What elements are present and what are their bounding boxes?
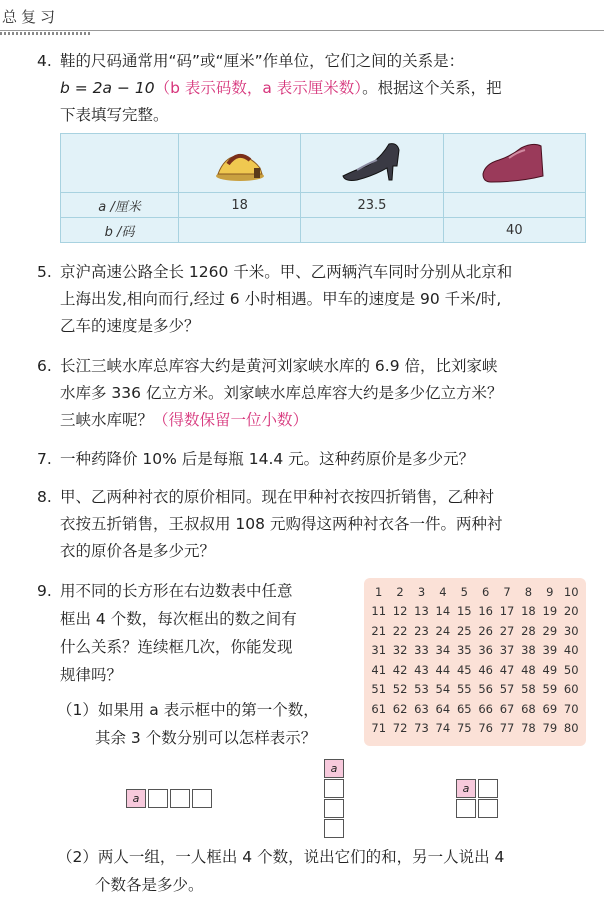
- grid-cell[interactable]: 70: [563, 701, 579, 716]
- row-a-cell-1[interactable]: 18: [179, 193, 301, 218]
- grid-cell[interactable]: 69: [542, 701, 558, 716]
- number-grid-table: [368, 582, 582, 738]
- shoe-size-table: [60, 133, 586, 243]
- q5-line1: 京沪高速公路全长 1260 千米。甲、乙两辆汽车同时分别从北京和: [60, 263, 513, 281]
- grid-cell[interactable]: 28: [521, 623, 536, 638]
- grid-cell[interactable]: 10: [563, 584, 579, 599]
- grid-cell[interactable]: 47: [499, 662, 515, 677]
- grid-cell[interactable]: 16: [478, 604, 493, 619]
- grid-cell[interactable]: 3: [417, 584, 426, 599]
- grid-row: [368, 699, 582, 719]
- header-dots: [0, 32, 90, 35]
- frame-h-cell-a: a: [126, 789, 146, 808]
- q6-note: （得数保留一位小数）: [153, 411, 309, 429]
- grid-cell[interactable]: 60: [563, 682, 579, 697]
- grid-cell[interactable]: 62: [392, 701, 408, 716]
- q7-line1: 一种药降价 10% 后是每瓶 14.4 元。这种药原价是多少元？: [60, 450, 475, 468]
- grid-cell[interactable]: 11: [371, 604, 387, 619]
- grid-cell[interactable]: 42: [392, 662, 408, 677]
- row-b-cell-3[interactable]: 40: [443, 218, 585, 243]
- mens-shoe-icon: [479, 136, 549, 186]
- q4-line2-tail: 。根据这个关系，把: [362, 79, 502, 97]
- page-title: 总复习: [2, 8, 60, 26]
- grid-row: [368, 602, 582, 622]
- grid-cell[interactable]: 75: [456, 721, 472, 736]
- frame-v-cell: [324, 779, 344, 798]
- header-divider: [0, 30, 604, 31]
- grid-cell[interactable]: 25: [456, 623, 472, 638]
- grid-cell[interactable]: 18: [521, 604, 536, 619]
- q9-sub1-line1: （1）如果用 a 表示框中的第一个数，: [57, 701, 319, 719]
- grid-cell[interactable]: 19: [542, 604, 558, 619]
- grid-cell[interactable]: 57: [499, 682, 515, 697]
- grid-cell[interactable]: 2: [396, 584, 404, 599]
- q9-sub2-line1: （2）两人一组，一人框出 4 个数，说出它们的和，另一人说出 4: [57, 848, 505, 866]
- row-a-label: a /厘米: [61, 193, 179, 218]
- grid-cell[interactable]: 12: [392, 604, 408, 619]
- frame-s-cell: [478, 779, 498, 798]
- shoe-image-row: [61, 134, 586, 193]
- grid-cell[interactable]: 17: [499, 604, 515, 619]
- shoe-cell-2: [301, 134, 443, 193]
- q9-line2: 框出 4 个数，每次框出的数之间有: [60, 610, 297, 628]
- grid-cell[interactable]: 67: [499, 701, 515, 716]
- grid-cell[interactable]: 8: [524, 584, 533, 599]
- frame-s-cell-a: a: [456, 779, 476, 798]
- frame-h-cell: [170, 789, 190, 808]
- shoe-cell-1: [179, 134, 301, 193]
- grid-cell[interactable]: 30: [563, 623, 579, 638]
- grid-cell[interactable]: 77: [499, 721, 515, 736]
- page-header: [0, 0, 604, 36]
- q8-line3: 衣的原价各是多少元？: [60, 542, 216, 560]
- grid-cell[interactable]: 7: [503, 584, 511, 599]
- row-b: [61, 218, 586, 243]
- q5-number: 5.: [37, 263, 52, 281]
- grid-cell[interactable]: 38: [521, 643, 536, 658]
- q9-line4: 规律吗？: [60, 666, 123, 684]
- q4-note: （b 表示码数，a 表示厘米数）: [154, 79, 363, 97]
- grid-cell[interactable]: 6: [481, 584, 490, 599]
- grid-row: [368, 582, 582, 602]
- grid-cell[interactable]: 46: [478, 662, 493, 677]
- grid-cell[interactable]: 72: [392, 721, 408, 736]
- grid-cell[interactable]: 27: [499, 623, 515, 638]
- q5-line3: 乙车的速度是多少？: [60, 317, 200, 335]
- q4-formula: b = 2a − 10: [60, 79, 155, 97]
- q9-line3: 什么关系？连续框几次，你能发现: [60, 638, 293, 656]
- grid-cell[interactable]: 31: [371, 643, 387, 658]
- grid-cell[interactable]: 56: [478, 682, 493, 697]
- q6-line1: 长江三峡水库总库容大约是黄河刘家峡水库的 6.9 倍，比刘家峡: [60, 357, 498, 375]
- grid-cell[interactable]: 5: [460, 584, 468, 599]
- q8-line2: 衣按五折销售，王叔叔用 108 元购得这两种衬衣各一件。两种衬: [60, 515, 503, 533]
- grid-cell[interactable]: 52: [392, 682, 408, 697]
- sandal-icon: [210, 138, 270, 184]
- grid-cell[interactable]: 49: [542, 662, 558, 677]
- grid-cell[interactable]: 37: [499, 643, 515, 658]
- frame-s-cell: [478, 799, 498, 818]
- grid-cell[interactable]: 23: [414, 623, 429, 638]
- q7-number: 7.: [37, 450, 52, 468]
- grid-cell[interactable]: 48: [521, 662, 536, 677]
- q8-number: 8.: [37, 488, 52, 506]
- grid-cell[interactable]: 61: [371, 701, 387, 716]
- grid-cell[interactable]: 76: [478, 721, 493, 736]
- row-b-cell-2[interactable]: [301, 218, 443, 243]
- q6-line3: [60, 407, 308, 434]
- grid-cell[interactable]: 26: [478, 623, 493, 638]
- q6-number: 6.: [37, 357, 52, 375]
- q4-line3: 下表填写完整。: [60, 106, 169, 124]
- number-grid: [364, 578, 586, 746]
- grid-cell[interactable]: 40: [563, 643, 579, 658]
- grid-cell[interactable]: 1: [375, 584, 383, 599]
- frame-s-cell: [456, 799, 476, 818]
- grid-cell[interactable]: 39: [542, 643, 558, 658]
- grid-cell[interactable]: 9: [546, 584, 554, 599]
- grid-cell[interactable]: 80: [563, 721, 579, 736]
- grid-cell[interactable]: 22: [392, 623, 408, 638]
- grid-cell[interactable]: 55: [456, 682, 472, 697]
- grid-cell[interactable]: 43: [414, 662, 429, 677]
- grid-cell[interactable]: 41: [371, 662, 387, 677]
- row-a-cell-2[interactable]: 23.5: [301, 193, 443, 218]
- grid-cell[interactable]: 54: [435, 682, 451, 697]
- row-b-label: b /码: [61, 218, 179, 243]
- row-a-cell-3[interactable]: [443, 193, 585, 218]
- grid-cell[interactable]: 50: [563, 662, 579, 677]
- grid-cell[interactable]: 13: [414, 604, 429, 619]
- grid-cell[interactable]: 15: [456, 604, 472, 619]
- grid-cell[interactable]: 59: [542, 682, 558, 697]
- grid-cell[interactable]: 35: [456, 643, 472, 658]
- q9-sub2-line2: 个数各是多少。: [95, 876, 204, 894]
- q8-line1: 甲、乙两种衬衣的原价相同。现在甲种衬衣按四折销售，乙种衬: [60, 488, 495, 506]
- grid-cell[interactable]: 68: [521, 701, 536, 716]
- frame-v-cell: [324, 819, 344, 838]
- q4-line2: [60, 75, 502, 102]
- grid-cell[interactable]: 24: [435, 623, 451, 638]
- q6-line2: 水库多 336 亿立方米。刘家峡水库总库容大约是多少亿立方米？: [60, 384, 503, 402]
- row-b-cell-1[interactable]: [179, 218, 301, 243]
- grid-cell[interactable]: 33: [414, 643, 429, 658]
- grid-row: [368, 621, 582, 641]
- grid-row: [368, 641, 582, 661]
- frame-h-cell: [148, 789, 168, 808]
- grid-cell[interactable]: 14: [435, 604, 451, 619]
- grid-cell[interactable]: 65: [456, 701, 472, 716]
- grid-cell[interactable]: 58: [521, 682, 536, 697]
- grid-row: [368, 660, 582, 680]
- table-corner-cell: [61, 134, 179, 193]
- grid-cell[interactable]: 73: [414, 721, 429, 736]
- grid-cell[interactable]: 45: [456, 662, 472, 677]
- frame-v-cell-a: a: [324, 759, 344, 778]
- grid-cell[interactable]: 79: [542, 721, 558, 736]
- grid-cell[interactable]: 21: [371, 623, 387, 638]
- grid-cell[interactable]: 63: [414, 701, 429, 716]
- grid-cell[interactable]: 44: [435, 662, 451, 677]
- frame-h-cell: [192, 789, 212, 808]
- high-heel-icon: [337, 136, 407, 186]
- grid-cell[interactable]: 53: [414, 682, 429, 697]
- frame-v-cell: [324, 799, 344, 818]
- q4-line1: 鞋的尺码通常用“码”或“厘米”作单位，它们之间的关系是：: [60, 52, 465, 70]
- grid-cell[interactable]: 71: [371, 721, 387, 736]
- grid-cell[interactable]: 78: [521, 721, 536, 736]
- shoe-cell-3: [443, 134, 585, 193]
- grid-cell[interactable]: 64: [435, 701, 451, 716]
- grid-cell[interactable]: 29: [542, 623, 558, 638]
- grid-cell[interactable]: 20: [563, 604, 579, 619]
- grid-cell[interactable]: 4: [439, 584, 447, 599]
- row-a: [61, 193, 586, 218]
- grid-cell[interactable]: 32: [392, 643, 408, 658]
- grid-cell[interactable]: 51: [371, 682, 387, 697]
- q9-sub1-line2: 其余 3 个数分别可以怎样表示？: [95, 729, 317, 747]
- q9-line1: 用不同的长方形在右边数表中任意: [60, 582, 293, 600]
- grid-cell[interactable]: 74: [435, 721, 451, 736]
- grid-row: [368, 680, 582, 700]
- grid-cell[interactable]: 34: [435, 643, 451, 658]
- grid-cell[interactable]: 36: [478, 643, 493, 658]
- grid-row: [368, 719, 582, 739]
- q4-number: 4.: [37, 52, 52, 70]
- grid-cell[interactable]: 66: [478, 701, 493, 716]
- q6-line3-text: 三峡水库呢？: [60, 411, 154, 429]
- q9-number: 9.: [37, 582, 52, 600]
- q5-line2: 上海出发,相向而行,经过 6 小时相遇。甲车的速度是 90 千米/时,: [60, 290, 502, 308]
